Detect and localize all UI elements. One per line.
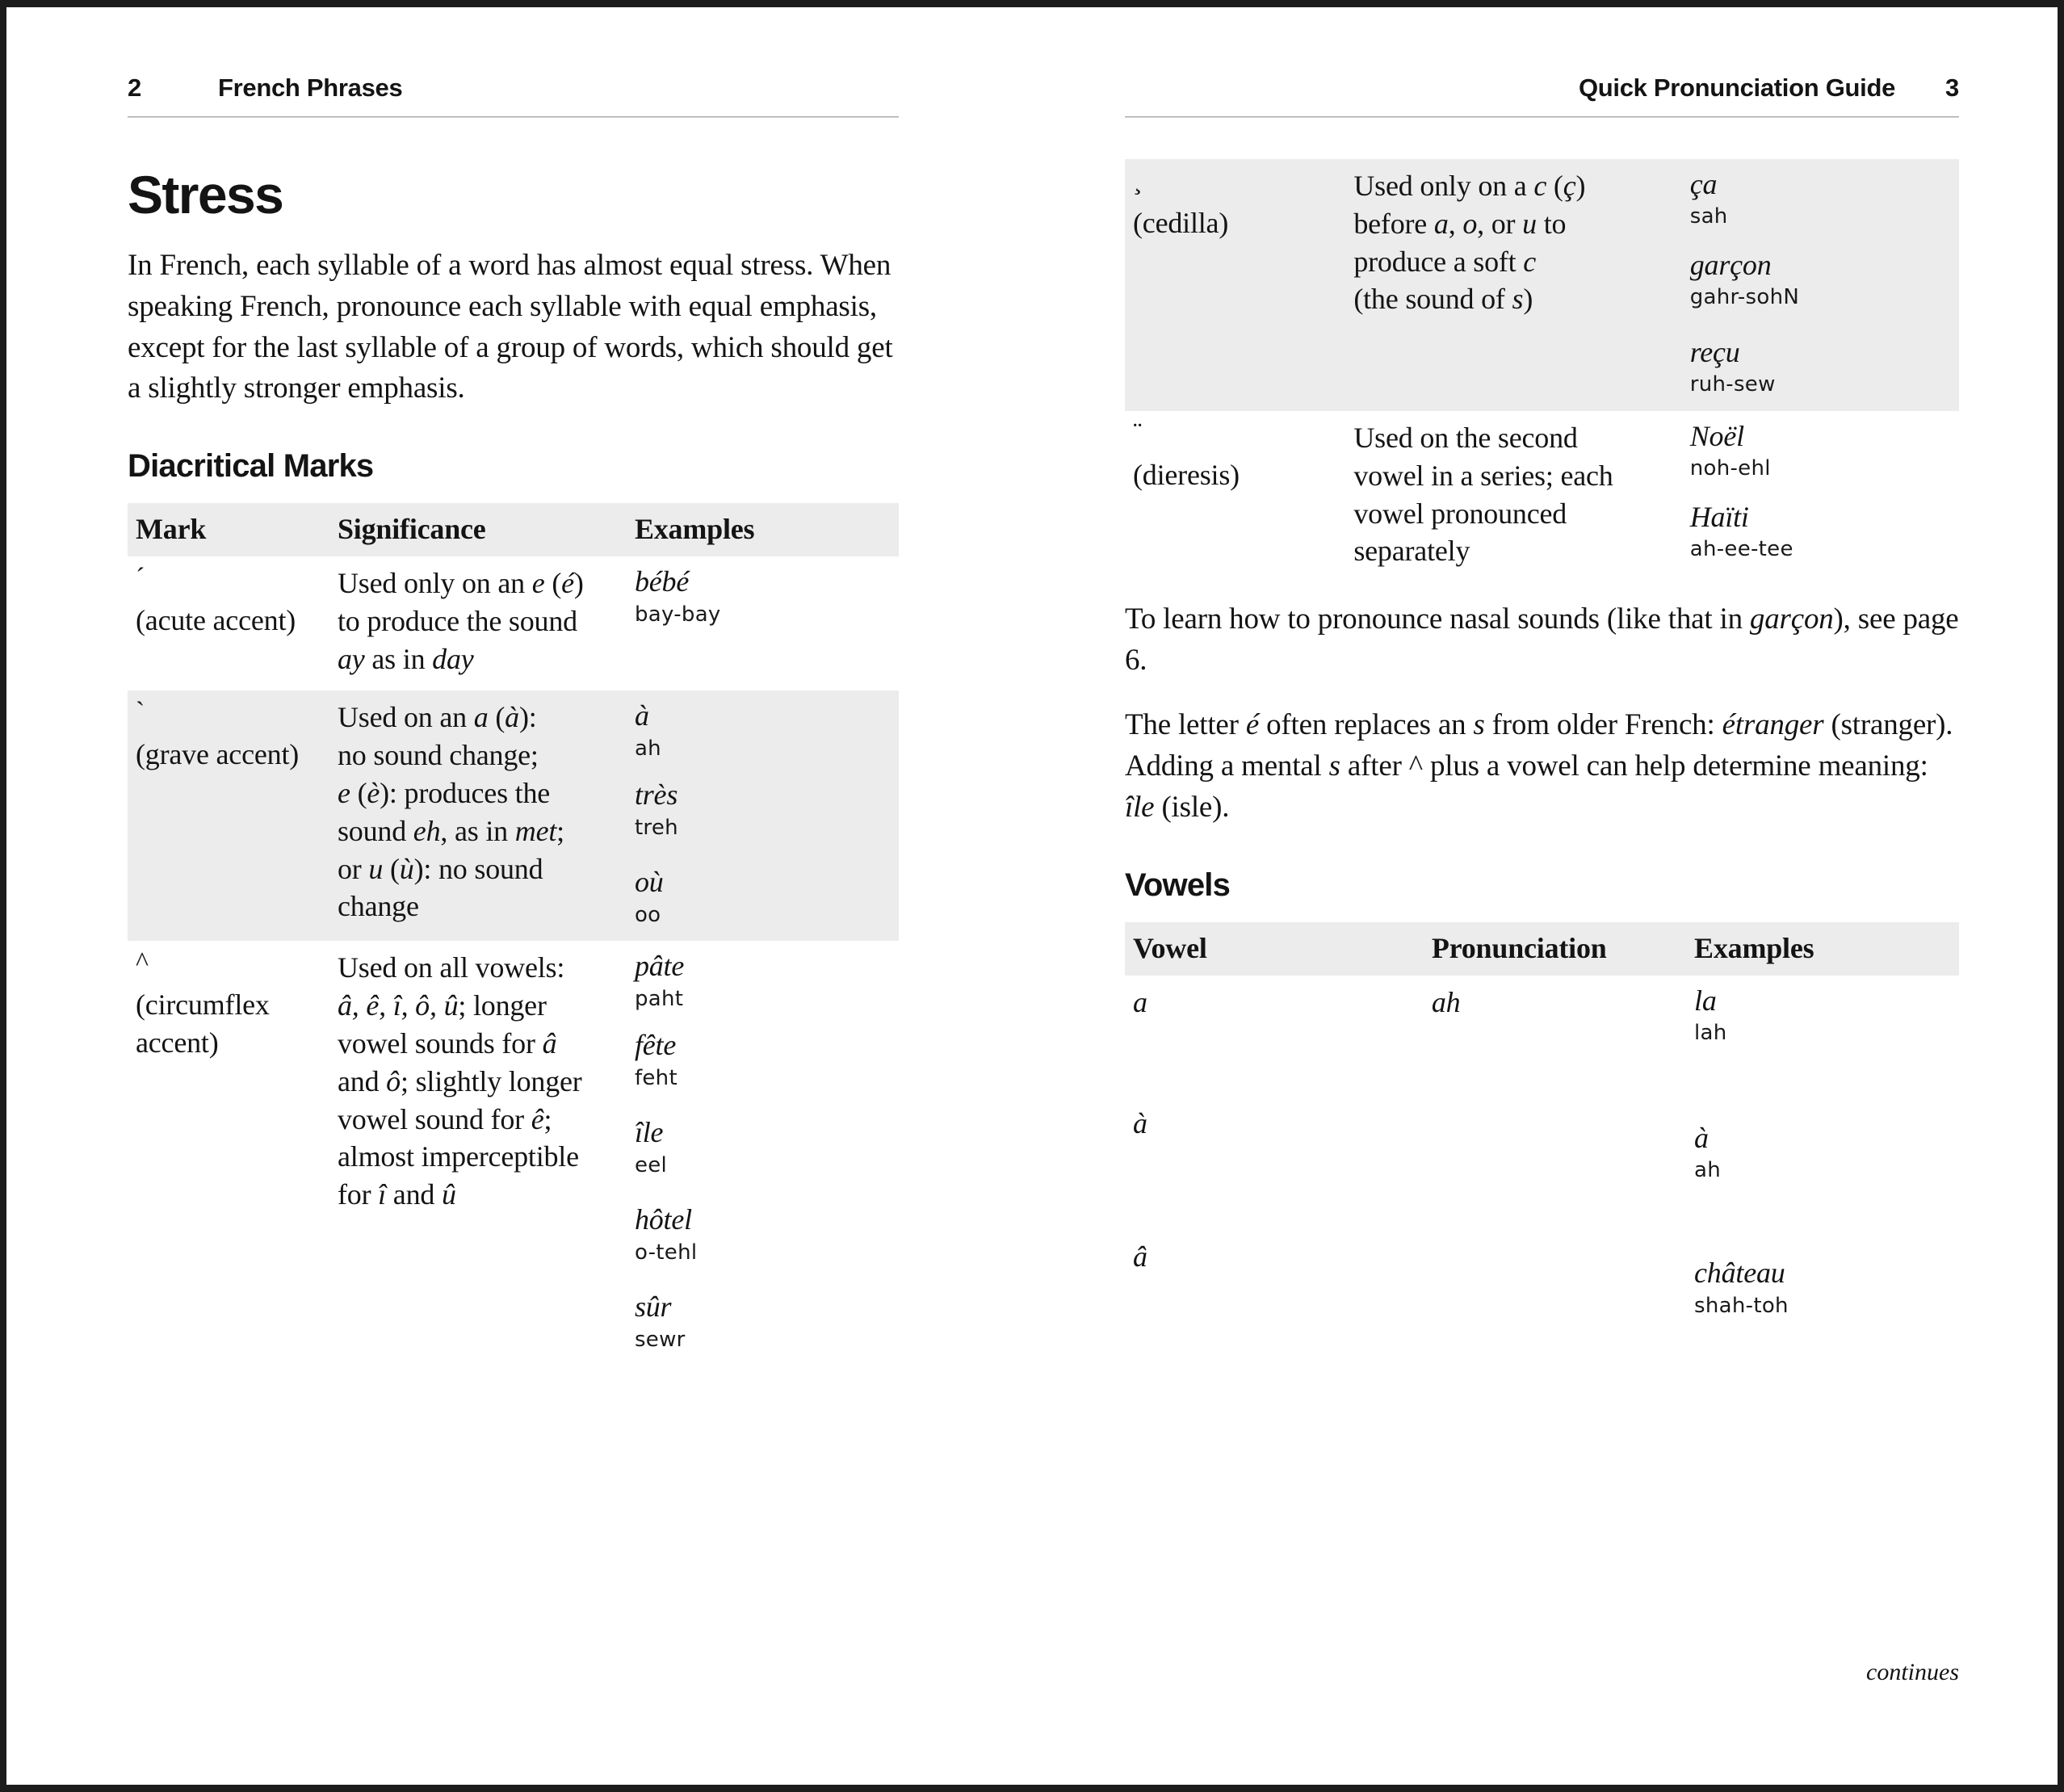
right-folio: 3 xyxy=(1945,73,1959,102)
spread-columns xyxy=(6,7,2058,1785)
example-word: château xyxy=(1694,1257,1785,1290)
vowels-table xyxy=(1125,922,1959,1332)
example-item xyxy=(1694,1256,1951,1319)
vowel-cell: â xyxy=(1133,1240,1147,1274)
right-running-head xyxy=(1125,73,1959,103)
vowels-heading: Vowels xyxy=(1125,867,1231,903)
example-item xyxy=(635,1028,891,1091)
example-pronunciation: ah-ee-tee xyxy=(1689,537,1793,562)
example-pronunciation: ruh-sew xyxy=(1689,372,1776,397)
example-pronunciation: noh-ehl xyxy=(1689,456,1771,481)
examples-cell-grave xyxy=(627,690,899,941)
example-item xyxy=(635,564,891,627)
example-pronunciation: treh xyxy=(634,815,678,840)
table-row xyxy=(1125,159,1959,411)
acute-accent-glyph: ´ xyxy=(136,563,145,594)
example-pronunciation: sewr xyxy=(634,1327,686,1352)
vowel-cell: à xyxy=(1133,1106,1147,1139)
column-header-significance: Significance xyxy=(337,513,486,546)
example-word: bébé xyxy=(634,565,690,598)
left-page xyxy=(6,7,1052,1785)
spacer xyxy=(1125,117,1959,159)
mark-cell-acute xyxy=(128,556,329,690)
examples-cell-dieresis xyxy=(1682,411,1959,583)
example-word: île xyxy=(634,1116,664,1149)
stress-intro-paragraph: In French, each syllable of a word has almost equal stress. When speaking French, pronounce each syllable with equal emphasis, except for the last syllable of a group of words, which should get a slightly stronger emphasis. xyxy=(128,249,893,405)
table-row xyxy=(128,941,899,1366)
example-word: reçu xyxy=(1689,335,1740,368)
example-item xyxy=(635,1115,891,1178)
pronunciation-cell xyxy=(1424,1060,1686,1197)
mark-cell-dieresis xyxy=(1125,411,1345,583)
example-item xyxy=(1690,248,1951,311)
mark-label-dieresis: (dieresis) xyxy=(1133,458,1240,491)
significance-cell-cedilla: Used only on a c (ç) before a, o, or u to produce a soft c (the sound of s) xyxy=(1353,170,1586,316)
example-word: pâte xyxy=(634,950,685,983)
examples-cell xyxy=(1686,976,1959,1060)
pronunciation-cell xyxy=(1424,1196,1686,1332)
example-word: hôtel xyxy=(634,1203,692,1236)
example-item xyxy=(635,699,891,762)
example-word: très xyxy=(634,778,678,812)
table-header-row xyxy=(1125,922,1959,976)
mark-label-cedilla: (cedilla) xyxy=(1133,207,1229,239)
spacer xyxy=(1125,583,1959,599)
example-word: où xyxy=(634,866,664,899)
example-item xyxy=(1694,1121,1951,1184)
example-item xyxy=(1694,984,1951,1047)
significance-cell-circumflex: Used on all vowels: â, ê, î, ô, û; longer vowel sounds for â and ô; slightly longer vowel sound for ê; almost imperceptible for î and û xyxy=(337,951,582,1211)
example-pronunciation: eel xyxy=(634,1152,668,1177)
column-header-examples: Examples xyxy=(634,513,755,546)
example-item xyxy=(1690,500,1951,563)
example-pronunciation: ah xyxy=(1694,1157,1722,1182)
mark-cell-cedilla xyxy=(1125,159,1345,411)
left-header-rule xyxy=(128,116,899,117)
example-item xyxy=(635,778,891,841)
example-pronunciation: shah-toh xyxy=(1694,1293,1789,1318)
diacritical-marks-table xyxy=(128,503,899,1366)
example-item xyxy=(635,1202,891,1265)
table-row xyxy=(1125,1060,1959,1197)
vowel-cell: a xyxy=(1133,985,1147,1018)
example-pronunciation: ah xyxy=(634,736,661,761)
mark-cell-grave xyxy=(128,690,329,941)
examples-cell-acute xyxy=(627,556,899,690)
examples-cell-cedilla xyxy=(1682,159,1959,411)
example-item xyxy=(635,1290,891,1353)
examples-cell xyxy=(1686,1060,1959,1197)
diacritical-marks-table-continued xyxy=(1125,159,1959,583)
table-row xyxy=(1125,976,1959,1060)
significance-cell-acute: Used only on an e (é) to produce the sound ay as in day xyxy=(337,567,584,675)
example-pronunciation: gahr-sohN xyxy=(1689,285,1800,310)
continues-note: continues xyxy=(1866,1659,1959,1685)
example-word: garçon xyxy=(1689,248,1772,281)
nasal-sounds-paragraph: To learn how to pronounce nasal sounds (like that in garçon), see page 6. xyxy=(1125,602,1959,677)
examples-cell xyxy=(1686,1196,1959,1332)
example-item xyxy=(635,865,891,928)
example-word: la xyxy=(1694,984,1717,1017)
example-item xyxy=(1690,167,1951,230)
table-row xyxy=(128,690,899,941)
example-word: fête xyxy=(634,1029,677,1062)
page-title: Stress xyxy=(128,165,283,225)
example-pronunciation: bay-bay xyxy=(634,602,721,627)
grave-accent-glyph: ` xyxy=(136,697,145,728)
example-word: ça xyxy=(1689,168,1718,200)
example-pronunciation: feht xyxy=(634,1065,678,1090)
column-header-vowel: Vowel xyxy=(1133,931,1207,964)
example-pronunciation: o-tehl xyxy=(634,1240,698,1265)
mark-label-grave: (grave accent) xyxy=(136,738,300,771)
left-running-head xyxy=(128,73,899,103)
right-page xyxy=(1052,7,2058,1785)
table-row xyxy=(1125,1196,1959,1332)
example-pronunciation: lah xyxy=(1694,1021,1727,1045)
diacritical-marks-heading: Diacritical Marks xyxy=(128,448,374,485)
dieresis-glyph: ¨ xyxy=(1133,417,1143,447)
example-word: à xyxy=(1694,1121,1709,1154)
examples-cell-circumflex xyxy=(627,941,899,1366)
mark-label-circumflex: (circumflex accent) xyxy=(136,988,270,1060)
left-folio: 2 xyxy=(128,73,141,102)
table-row xyxy=(1125,411,1959,583)
example-word: à xyxy=(634,699,649,732)
example-item xyxy=(1690,335,1951,398)
example-pronunciation: oo xyxy=(634,902,661,927)
example-pronunciation: paht xyxy=(634,986,684,1011)
example-word: Haïti xyxy=(1689,500,1749,533)
example-pronunciation: sah xyxy=(1689,204,1728,229)
circumflex-accent-glyph: ^ xyxy=(136,947,149,978)
significance-cell-grave: Used on an a (à): no sound change; e (è): produces the sound eh, as in met; or u (ù): no sound change xyxy=(337,701,564,923)
column-header-pronunciation: Pronunciation xyxy=(1431,931,1607,964)
example-word: sûr xyxy=(634,1290,672,1324)
example-word: Noël xyxy=(1689,419,1744,452)
letter-e-paragraph: The letter é often replaces an s from older French: étranger (stranger). Adding a mental s after ^ plus a vowel can help determine meaning: île (isle). xyxy=(1125,708,1953,824)
table-row xyxy=(128,556,899,690)
right-running-head-title: Quick Pronunciation Guide xyxy=(1578,73,1896,102)
left-running-head-title: French Phrases xyxy=(218,73,403,102)
significance-cell-dieresis: Used on the second vowel in a series; each vowel pronounced separately xyxy=(1353,421,1613,568)
example-item xyxy=(635,949,891,1012)
mark-cell-circumflex xyxy=(128,941,329,1366)
cedilla-glyph: ¸ xyxy=(1133,166,1143,195)
column-header-examples: Examples xyxy=(1694,931,1814,964)
mark-label-acute: (acute accent) xyxy=(136,604,296,637)
column-header-mark: Mark xyxy=(136,513,207,546)
example-item xyxy=(1690,419,1951,482)
pronunciation-cell: ah xyxy=(1431,985,1461,1018)
table-header-row xyxy=(128,503,899,556)
